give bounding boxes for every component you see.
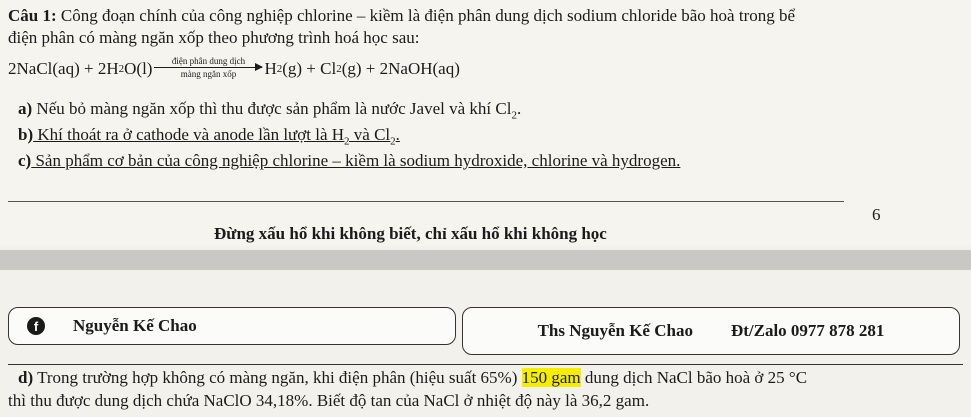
statement-d-line-1 <box>18 367 807 388</box>
arrow-shaft <box>154 67 262 68</box>
footer-slogan: Đừng xấu hổ khi không biết, chỉ xấu hổ khi không học <box>214 224 607 243</box>
arrow-condition-above: điện phân dung dịch <box>171 56 246 66</box>
statement-d-line-2 <box>8 390 649 411</box>
statement-b-text: Khí thoát ra ở cathode và anode lần lượt là H <box>33 125 345 144</box>
author-name: Nguyễn Kế Chao <box>73 316 197 335</box>
eq-reactant-2: O(l) <box>124 58 153 78</box>
highlighted-mass: 150 gam <box>521 368 581 387</box>
statement-b-label: b) <box>18 125 34 144</box>
question-text-1: Công đoạn chính của công nghiệp chlorine – kiềm là điện phân dung dịch sodium chloride bão hoà trong bể <box>56 6 796 25</box>
statement-d-text-3: thì thu được dung dịch chứa NaClO 34,18%. Biết độ tan của NaCl ở nhiệt độ này là 36,2 gam. <box>8 391 650 410</box>
page-number: 6 <box>872 205 881 224</box>
statement-b <box>18 124 400 152</box>
statement-c <box>18 150 680 171</box>
question-line-1 <box>8 5 795 26</box>
statement-c-text: Sản phẩm cơ bản của công nghiệp chlorine – kiềm là sodium hydroxide, chlorine và hydrogen. <box>31 151 681 170</box>
eq-sub: 2 <box>344 135 350 148</box>
header-divider <box>8 364 963 365</box>
statement-d-label: d) <box>18 368 34 387</box>
header-box <box>462 307 960 355</box>
eq-sub: 2 <box>336 62 342 75</box>
author-box <box>8 307 456 345</box>
footer-divider <box>8 201 844 202</box>
facebook-icon: f <box>27 317 45 335</box>
question-text-2: điện phân có màng ngăn xốp theo phương trình hoá học sau: <box>8 28 420 47</box>
eq-sub: 2 <box>511 109 517 122</box>
question-label: Câu 1: <box>8 6 57 25</box>
statement-d-text-2: dung dịch NaCl bão hoà ở 25 °C <box>580 368 808 387</box>
eq-reactant: 2NaCl(aq) + 2H <box>8 58 119 78</box>
statement-b-mid: và Cl <box>349 125 391 144</box>
statement-a <box>18 98 521 126</box>
statement-a-label: a) <box>18 99 33 118</box>
eq-product-3: (g) + 2NaOH(aq) <box>341 58 460 78</box>
eq-sub: 2 <box>276 62 283 75</box>
eq-product-1: H <box>264 58 277 78</box>
statement-c-label: c) <box>18 151 32 170</box>
eq-product-2: (g) + Cl <box>282 58 337 78</box>
page-break-band <box>0 250 971 270</box>
eq-sub: 2 <box>118 62 125 75</box>
reaction-arrow <box>154 56 262 79</box>
chemical-equation <box>8 57 460 80</box>
author-title-name: Ths Nguyễn Kế Chao <box>537 321 693 340</box>
statement-a-text: Nếu bỏ màng ngăn xốp thì thu được sản phẩm là nước Javel và khí Cl <box>32 99 512 118</box>
statement-a-end: . <box>516 99 522 118</box>
question-line-2 <box>8 27 419 48</box>
statement-d-text-1: Trong trường hợp không có màng ngăn, khi điện phân (hiệu suất 65%) <box>33 368 522 387</box>
eq-sub: 2 <box>390 135 396 148</box>
arrow-condition-below: màng ngăn xốp <box>180 69 237 79</box>
statement-b-end: . <box>395 125 400 144</box>
author-contact: Đt/Zalo 0977 878 281 <box>730 321 885 340</box>
